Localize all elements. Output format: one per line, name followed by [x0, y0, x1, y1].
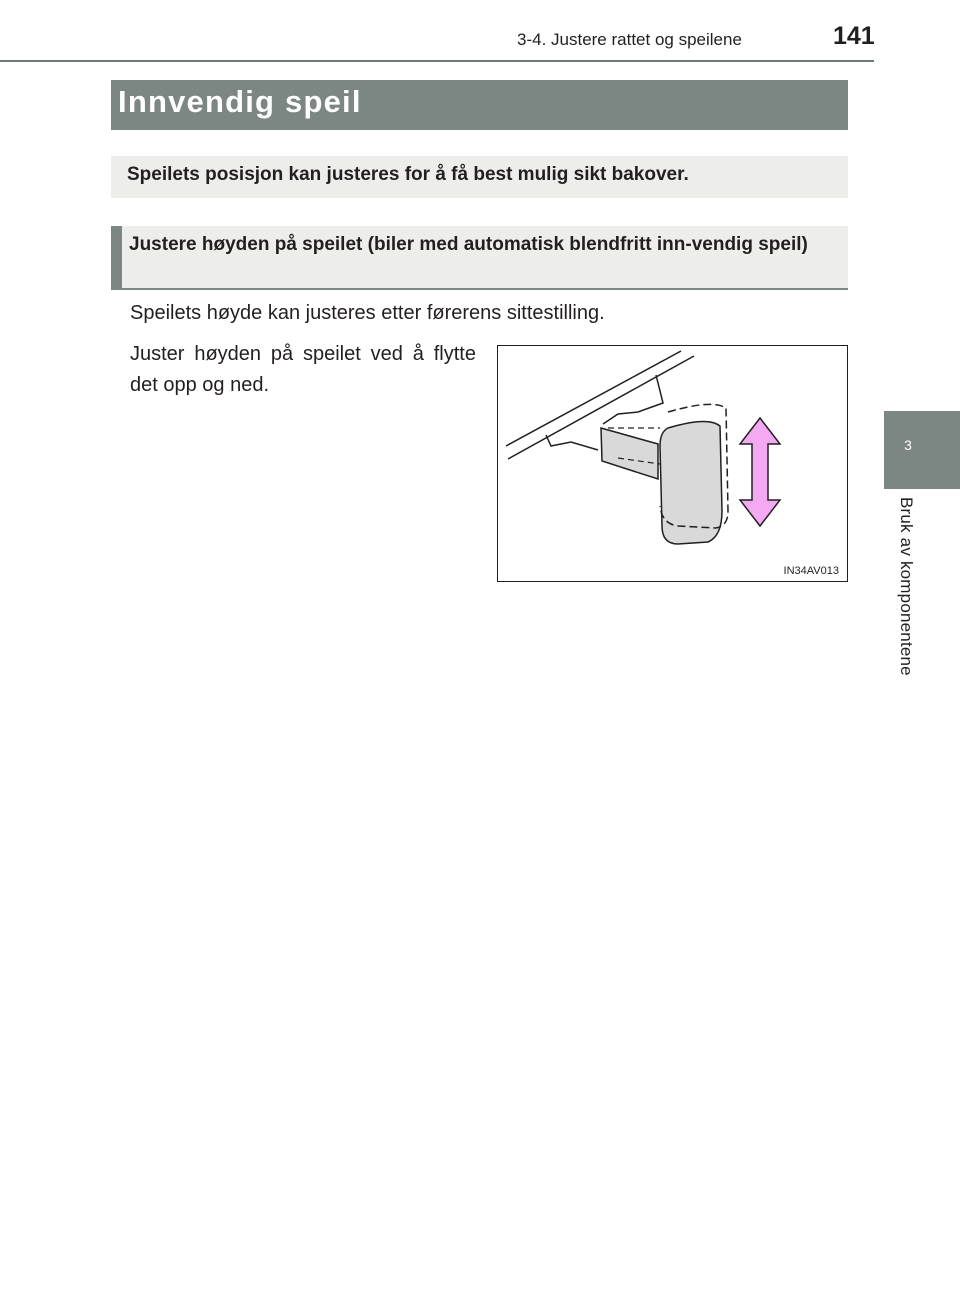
mirror-body: [660, 421, 722, 544]
figure-code: IN34AV013: [783, 565, 839, 577]
section-title: Innvendig speil: [118, 84, 362, 119]
header-rule: [0, 60, 874, 62]
lead-text: Speilets posisjon kan justeres for å få best mulig sikt bakover.: [127, 164, 689, 185]
mirror-illustration: [497, 345, 848, 582]
subheading: Justere høyden på speilet (biler med automatisk blendfritt inn-vendig speil): [129, 234, 808, 255]
mirror-drawing: [498, 346, 847, 581]
page-number: 141: [833, 22, 875, 50]
up-down-arrow-icon: [740, 418, 780, 526]
chapter-number: 3: [904, 437, 912, 453]
body-paragraph-2: Juster høyden på speilet ved å flytte det opp og ned.: [130, 343, 476, 396]
mirror-mount: [546, 435, 598, 450]
header-section-title: 3-4. Justere rattet og speilene: [517, 30, 742, 49]
body-paragraph-1: Speilets høyde kan justeres etter førerens sittestilling.: [130, 302, 605, 324]
mirror-mount-base: [603, 375, 663, 424]
windshield-line-outer: [506, 351, 681, 446]
chapter-label: Bruk av komponentene: [897, 497, 916, 676]
mirror-stem: [601, 428, 658, 479]
